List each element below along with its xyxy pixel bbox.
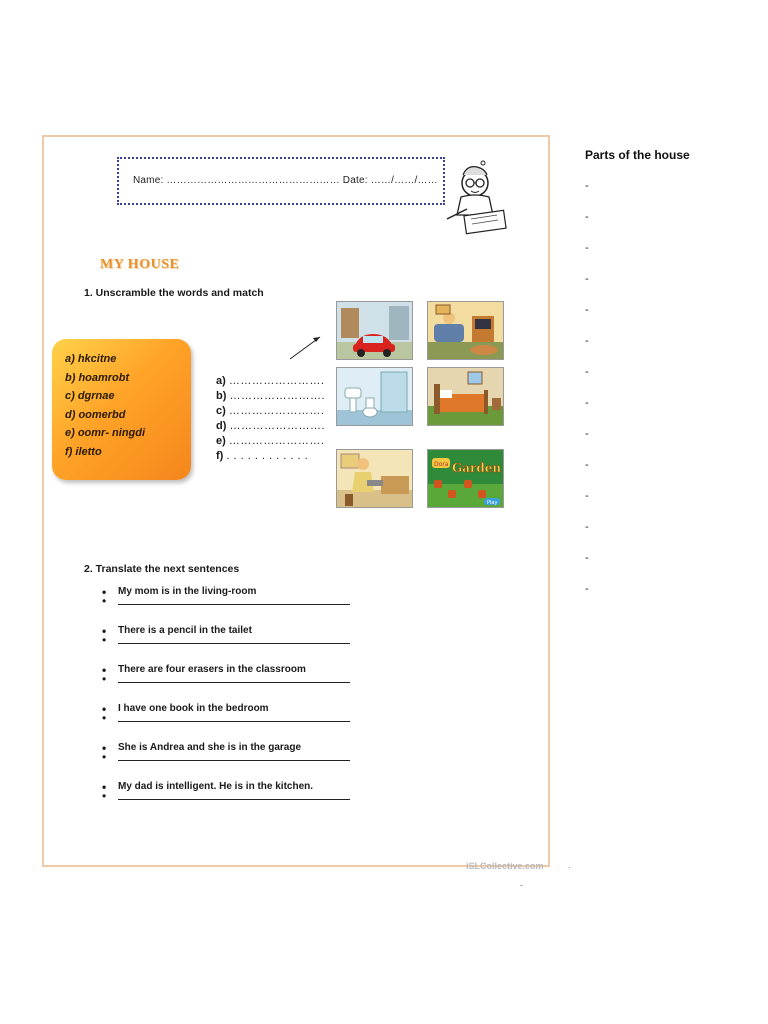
sentence: • There is a pencil in the tailet [100,625,313,638]
answer-line: a) ……………………. [216,375,325,387]
answer-blank [100,638,313,664]
student-clipart-icon [445,159,509,235]
sidebar-title: Parts of the house [585,148,690,162]
sentence: • There are four erasers in the classroom [100,664,313,677]
answer-lines [216,375,325,465]
sidebar-item: - [585,335,589,347]
scrambled-word: b) hoamrobt [65,371,130,384]
living-room-picture [427,301,504,360]
scrambled-words-list [65,353,145,465]
worksheet-title: MY HOUSE [100,257,180,272]
sidebar-item: - [585,242,589,254]
sidebar-item: - [585,366,589,378]
sentence: • My dad is intelligent. He is in the kitchen. [100,781,313,794]
scrambled-word: f) iletto [65,445,102,458]
answer-line: c) ……………………. [216,405,325,417]
garden-sign-text: Dora [434,461,449,468]
sentence: • I have one book in the bedroom [100,703,313,716]
answer-line: f) . . . . . . . . . . . . [216,450,309,462]
answer-line: d) ……………………. [216,420,326,432]
answer-blank [100,599,313,625]
sidebar-item: - [585,304,589,316]
sidebar-item: - [585,397,589,409]
arrow-icon [288,333,324,361]
watermark: iSLCollective.com [466,861,544,871]
answer-line: e) ……………………. [216,435,325,447]
scrambled-word: d) oomerbd [65,408,126,421]
sidebar-item: - [585,552,589,564]
scrambled-words-box [52,339,191,480]
exercise-2-heading: 2. Translate the next sentences [84,563,240,575]
scrambled-word: e) oomr- ningdi [65,427,146,440]
sidebar-item: - [585,180,589,192]
sentence: • She is Andrea and she is in the garage [100,742,313,755]
scrambled-word: a) hkcitne [65,353,117,365]
garage-picture [336,301,413,360]
answer-blank [100,755,313,781]
sidebar-item: - [585,211,589,223]
garden-picture [427,449,504,508]
sidebar-item: - [585,459,589,471]
name-date-box [117,157,445,205]
kitchen-picture [336,449,413,508]
bathroom-picture [336,367,413,426]
sidebar-item: - [585,273,589,285]
stray-dot: . [568,860,571,870]
sidebar-item: - [585,521,589,533]
stray-dash: - [520,880,523,890]
bedroom-picture [427,367,504,426]
play-button-label: Play [487,500,498,506]
answer-blank [100,716,313,742]
sidebar-list [585,180,589,614]
sidebar-item: - [585,583,589,595]
translation-list [100,586,313,820]
sidebar-item: - [585,428,589,440]
sidebar-item: - [585,490,589,502]
name-date-line: Name: …………………………………………… Date: ……/……/…… [133,175,438,186]
scrambled-word: c) dgrnae [65,390,115,403]
answer-blank [100,794,313,820]
garden-label: Garden [452,461,502,475]
sentence: • My mom is in the living-room [100,586,313,599]
room-pictures-grid [336,301,512,521]
answer-blank [100,677,313,703]
answer-line: b) ……………………. [216,390,326,402]
exercise-1-heading: 1. Unscramble the words and match [84,287,264,299]
worksheet-page [42,135,550,871]
